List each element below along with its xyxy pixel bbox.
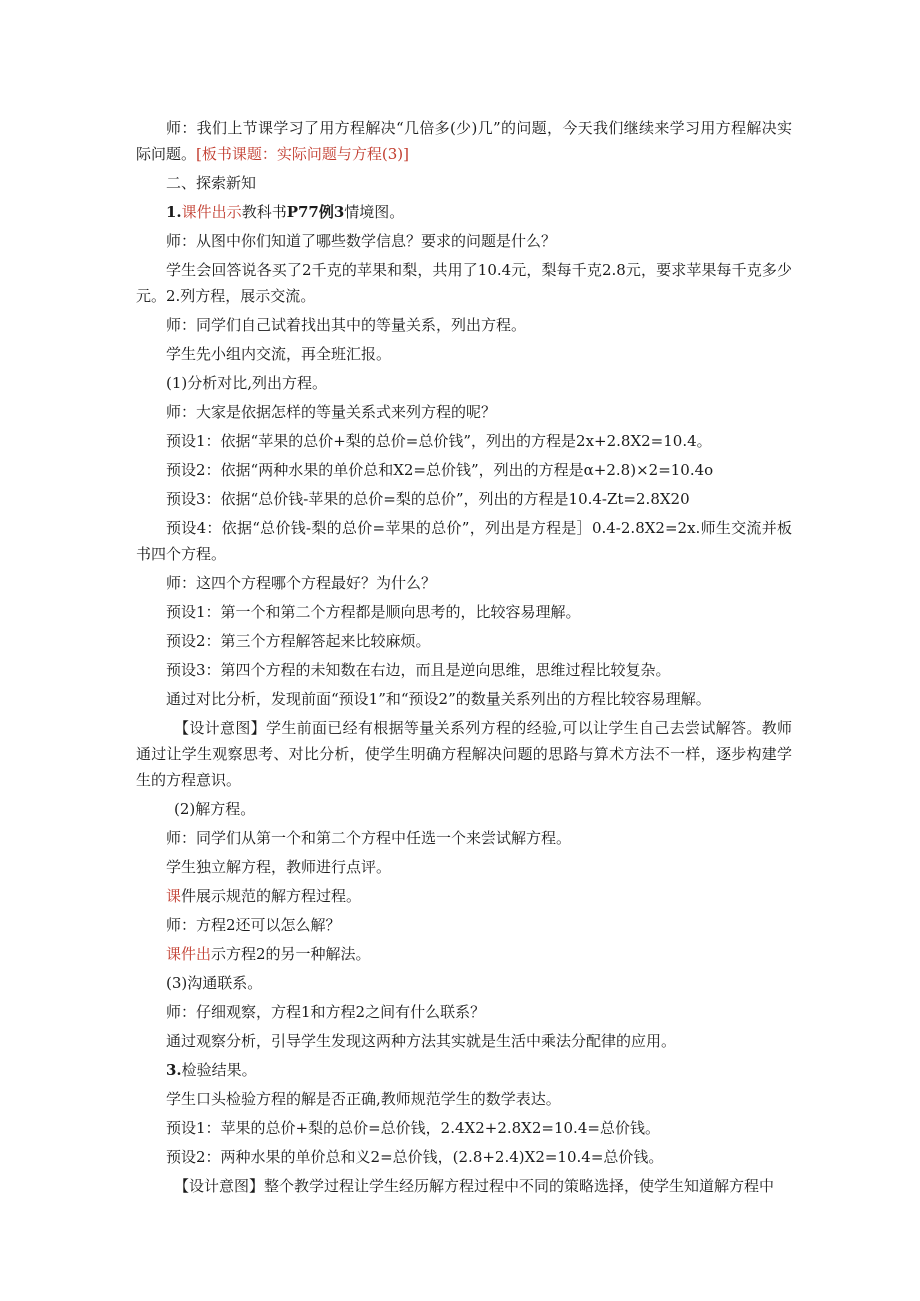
paragraph-intro xyxy=(136,114,792,169)
paragraph-text: 教科书 xyxy=(241,203,287,221)
paragraph: 师：仔细观察，方程1和方程2之间有什么联系？ xyxy=(166,1003,486,1021)
design-intent-note: 【设计意图】学生前面已经有根据等量关系列方程的经验,可以让学生自己去尝试解答。教师通过让学生观察思考、对比分析，使学生明确方程解决问题的思路与算术方法不一样，逐步构建学生的方程意识。 xyxy=(136,719,792,789)
paragraph: 通过观察分析，引导学生发现这两种方法其实就是生活中乘法分配律的应用。 xyxy=(166,1032,677,1050)
sub-heading: (2)解方程。 xyxy=(174,800,256,818)
courseware-highlight: 课件出 xyxy=(166,945,212,963)
step-3-heading xyxy=(136,1056,792,1085)
sub-heading: (3)沟通联系。 xyxy=(166,974,263,992)
paragraph-text: 情境图。 xyxy=(344,203,405,221)
paragraph-text: 件展示规范的解方程过程。 xyxy=(181,887,362,905)
paragraph: 学生会回答说各买了2千克的苹果和梨，共用了10.4元，梨每千克2.8元，要求苹果每千克多少元。2.列方程，展示交流。 xyxy=(136,261,792,305)
paragraph: 师：这四个方程哪个方程最好？为什么？ xyxy=(166,574,437,592)
design-intent-note: 【设计意图】整个教学过程让学生经历解方程过程中不同的策略选择，使学生知道解方程中 xyxy=(174,1177,775,1195)
preset-item: 预设3：第四个方程的未知数在右边，而且是逆向思维，思维过程比较复杂。 xyxy=(166,661,671,679)
preset-item: 预设1：苹果的总价+梨的总价=总价钱，2.4X2+2.8X2=10.4=总价钱。 xyxy=(166,1119,660,1137)
preset-item: 预设4：依据“总价钱-梨的总价=苹果的总价”，列出是方程是］0.4-2.8X2=2x.师生交流并板书四个方程。 xyxy=(136,519,792,563)
textbook-reference: P77例3 xyxy=(286,203,345,221)
step-number: 3. xyxy=(166,1061,182,1079)
preset-item: 预设2：第三个方程解答起来比较麻烦。 xyxy=(166,632,431,650)
courseware-line xyxy=(136,882,792,911)
preset-item: 预设3：依据“总价钱-苹果的总价=梨的总价”，列出的方程是10.4-Zt=2.8X20 xyxy=(166,490,690,508)
step-number: 1. xyxy=(166,203,182,221)
step-1-heading xyxy=(136,198,792,227)
paragraph: 通过对比分析，发现前面“预设1”和“预设2”的数量关系列出的方程比较容易理解。 xyxy=(166,690,711,708)
paragraph: 师：同学们从第一个和第二个方程中任选一个来尝试解方程。 xyxy=(166,829,572,847)
preset-item: 预设2：依据“两种水果的单价总和X2=总价钱”，列出的方程是α+2.8)×2=10.4o xyxy=(166,461,714,479)
paragraph-text: 师：我们上节课学习了用方程解决“几倍多(少)几”的问题，今天我们继续来学习用方程解决实际问题。 xyxy=(136,119,792,163)
paragraph: 学生独立解方程，教师进行点评。 xyxy=(166,858,392,876)
paragraph-text: 示方程2的另一种解法。 xyxy=(211,945,371,963)
paragraph: 师：从图中你们知道了哪些数学信息？要求的问题是什么？ xyxy=(166,232,557,250)
section-heading: 二、探索新知 xyxy=(166,174,257,192)
paragraph: 师：方程2还可以怎么解？ xyxy=(166,916,341,934)
preset-item: 预设1：依据“苹果的总价+梨的总价=总价钱”，列出的方程是2x+2.8X2=10.4。 xyxy=(166,432,712,450)
paragraph: 学生先小组内交流，再全班汇报。 xyxy=(166,345,392,363)
document-body xyxy=(136,114,792,1201)
paragraph: 师：大家是依据怎样的等量关系式来列方程的呢？ xyxy=(166,403,497,421)
board-title-note: [板书课题：实际问题与方程(3)] xyxy=(196,145,409,163)
preset-item: 预设2：两种水果的单价总和义2=总价钱，(2.8+2.4)X2=10.4=总价钱。 xyxy=(166,1148,664,1166)
preset-item: 预设1：第一个和第二个方程都是顺向思考的，比较容易理解。 xyxy=(166,603,581,621)
paragraph-text: 检验结果。 xyxy=(181,1061,257,1079)
sub-heading: (1)分析对比,列出方程。 xyxy=(166,374,328,392)
courseware-highlight: 课 xyxy=(166,887,182,905)
courseware-highlight: 课件出示 xyxy=(181,203,242,221)
paragraph: 师：同学们自己试着找出其中的等量关系，列出方程。 xyxy=(166,316,527,334)
paragraph: 学生口头检验方程的解是否正确,教师规范学生的数学表达。 xyxy=(166,1090,561,1108)
courseware-line xyxy=(136,940,792,969)
